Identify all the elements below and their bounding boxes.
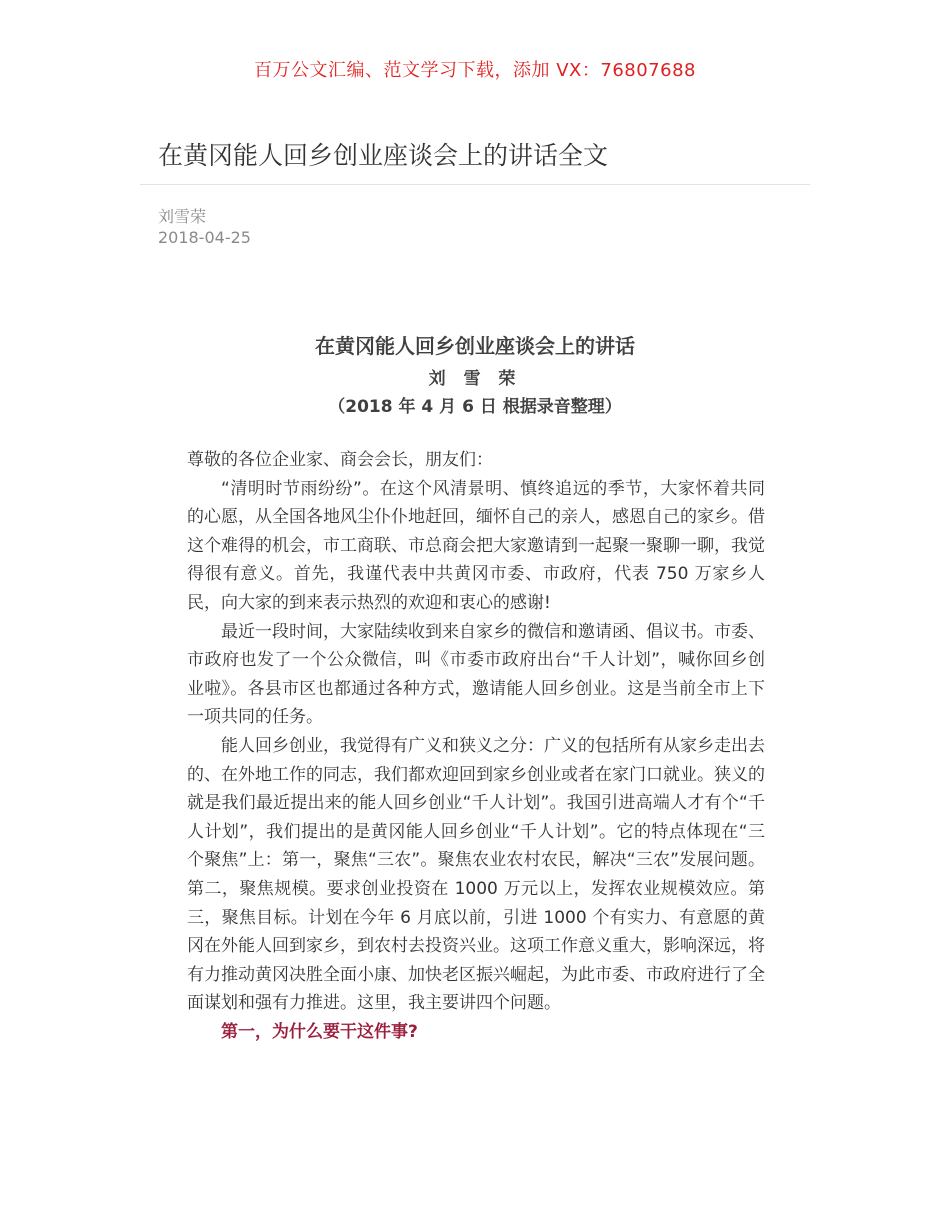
salutation: 尊敬的各位企业家、商会会长，朋友们：: [187, 450, 493, 470]
body-paragraph: “清明时节雨纷纷”。在这个风清景明、慎终追远的季节，大家怀着共同的心愿，从全国各地风尘仆仆地赶回，缅怀自己的亲人，感恩自己的家乡。借这个难得的机会，市工商联、市总商会把大家邀请到一起聚一聚聊一聊，我觉得很有意义。首先，我谨代表中共黄冈市委、市政府，代表 750 万家乡人民，向大家的到来表示热烈的欢迎和衷心的感谢!: [187, 478, 765, 613]
section-heading: 第一，为什么要干这件事?: [221, 1021, 418, 1042]
speech-speaker: 刘 雪 荣: [428, 369, 522, 389]
body-paragraph: 能人回乡创业，我觉得有广义和狭义之分：广义的包括所有从家乡走出去的、在外地工作的同志，我们都欢迎回到家乡创业或者在家门口就业。狭义的就是我们最近提出来的能人回乡创业“千人计划”。我国引进高端人才有个“千人计划”，我们提出的是黄冈能人回乡创业“千人计划”。它的特点体现在“三个聚焦”上：第一，聚焦“三农”。聚焦农业农村农民，解决“三农”发展问题。第二，聚焦规模。要求创业投资在 1000 万元以上，发挥农业规模效应。第三，聚焦目标。计划在今年 6 月底以前，引进 1000 个有实力、有意愿的黄冈在外能人回到家乡，到农村去投资兴业。这项工作意义重大，影响深远，将有力推动黄冈决胜全面小康、加快老区振兴崛起，为此市委、市政府进行了全面谋划和强有力推进。这里，我主要讲四个问题。: [187, 735, 765, 1014]
title-divider: [140, 184, 810, 185]
article-title: 在黄冈能人回乡创业座谈会上的讲话全文: [158, 141, 609, 170]
article-date: 2018-04-25: [158, 228, 251, 247]
speech-title: 在黄冈能人回乡创业座谈会上的讲话: [315, 334, 635, 358]
speech-source-note: （2018 年 4 月 6 日 根据录音整理）: [328, 397, 622, 417]
promo-banner: 百万公文汇编、范文学习下载，添加 VX：76807688: [254, 60, 696, 81]
speech-body: [187, 446, 765, 1046]
body-paragraph: 最近一段时间，大家陆续收到来自家乡的微信和邀请函、倡议书。市委、市政府也发了一个公众微信，叫《市委市政府出台“千人计划”，喊你回乡创业啦》。各县市区也都通过各种方式，邀请能人回乡创业。这是当前全市上下一项共同的任务。: [187, 621, 765, 728]
article-author: 刘雪荣: [158, 207, 207, 226]
